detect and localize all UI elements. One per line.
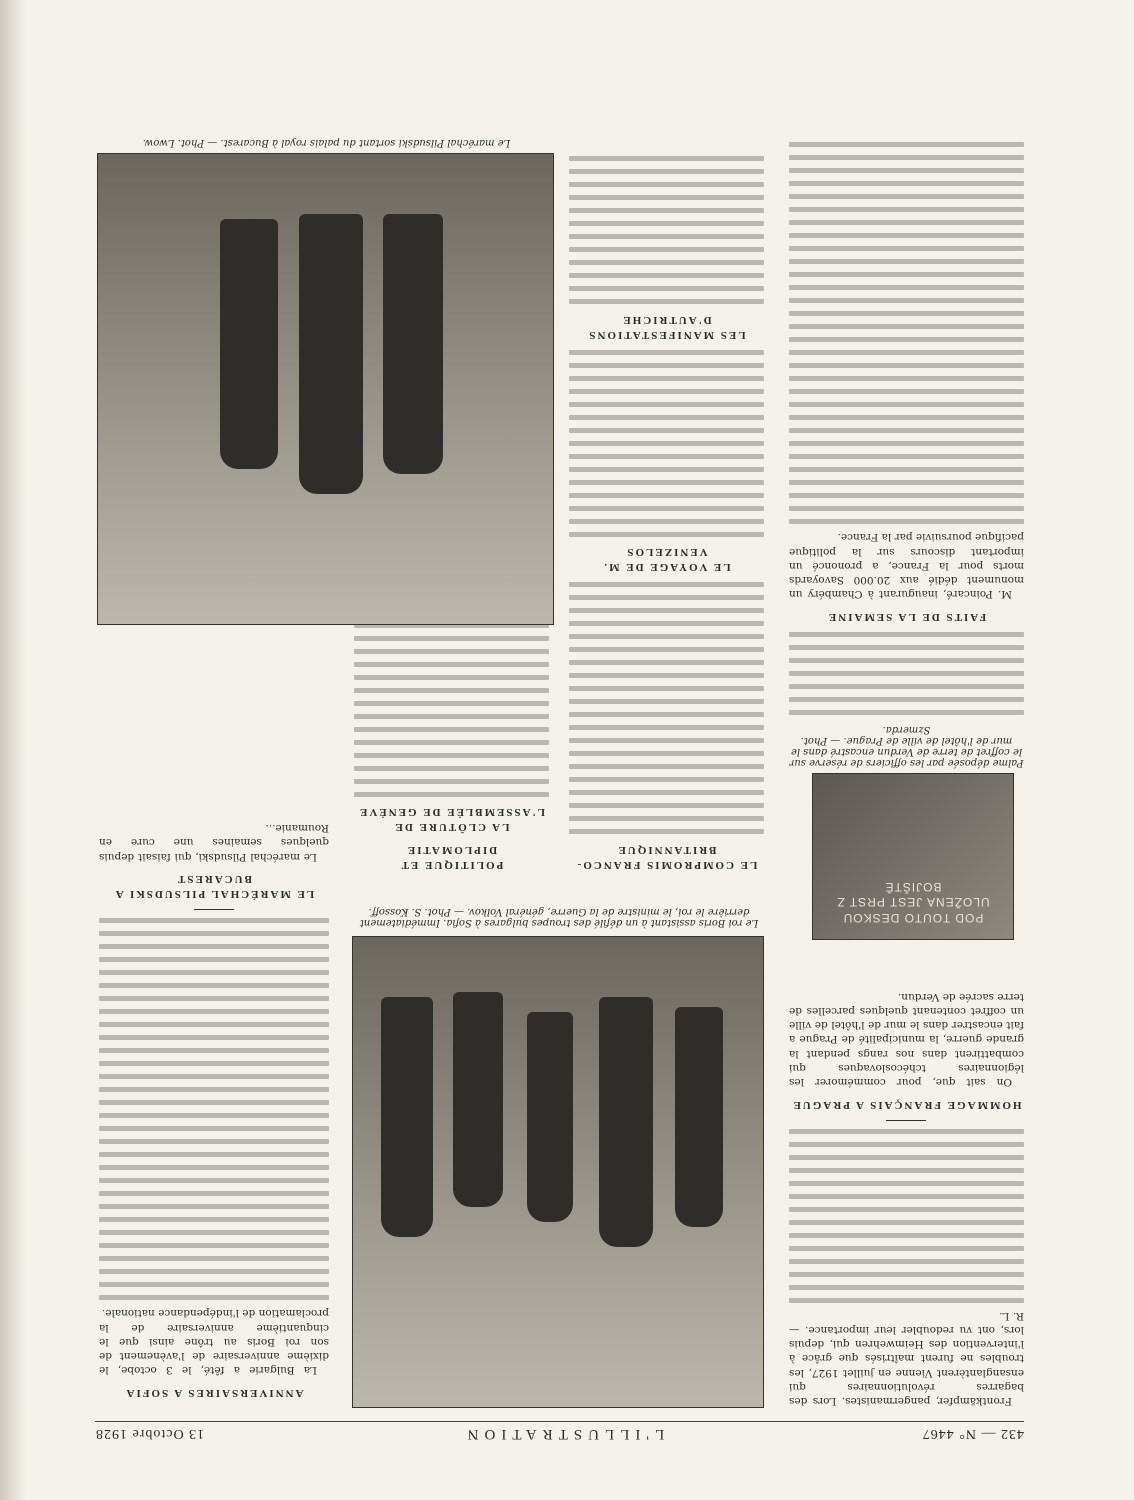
magazine-title: L'ILLUSTRATION <box>461 1426 665 1442</box>
text-block <box>569 582 764 834</box>
paragraph: La Bulgarie a fêté, le 3 octobe, le dixième anniversaire de l'avènement de son roi Boris au trône ainsi que le cinquantième anniversaire de la proclamation de l'indépendance nationale. <box>99 1307 329 1377</box>
figure <box>453 992 503 1207</box>
right-column <box>99 815 329 1408</box>
text-block <box>99 918 329 1300</box>
text-block <box>789 142 1024 524</box>
running-header <box>95 1425 1024 1442</box>
figure <box>299 214 363 494</box>
left-column-lower <box>789 134 1024 715</box>
pilsudski-photo <box>97 153 554 625</box>
figure <box>220 219 278 469</box>
plaque-photo <box>812 773 1014 940</box>
text-block <box>789 1129 1024 1303</box>
plaque-caption: Palme déposée par les officiers de réserve sur le coffret de terre de Verdun encastré dans le mur de l'hôtel de ville de Prague. — Phot. Szmerda. <box>789 724 1024 768</box>
middle-column <box>569 148 764 880</box>
text-block <box>569 350 764 537</box>
figure <box>383 214 443 474</box>
text-block <box>569 156 764 304</box>
page-number: 432 — N° 4467 <box>921 1426 1024 1441</box>
figure <box>381 997 433 1237</box>
section-heading: LES MANIFESTATIONS D'AUTRICHE <box>587 313 746 341</box>
figure <box>675 1007 723 1227</box>
header-rule <box>95 1421 1024 1422</box>
section-heading: FAITS DE LA SEMAINE <box>826 611 987 623</box>
section-heading: ANNIVERSAIRES A SOFIA <box>124 1387 304 1399</box>
plaque-text: POD TOUTO DESKOU ULOŽENA JEST PRST Z BOJIŠTĚ <box>836 879 990 925</box>
section-heading: HOMMAGE FRANÇAIS A PRAGUE <box>791 1098 1022 1111</box>
section-heading: LE MARÉCHAL PILSUDSKI A BUCAREST <box>113 873 315 901</box>
figure <box>599 997 653 1247</box>
paragraph: On sait que, pour commémorer les légionnaires tchécoslovaques qui combattirent dans nos rangs pendant la grande guerre, la municipalité de Prague a fait encastrer dans le mur de l'hôtel de ville un coffret contenant quelques parcelles de terre sacrée de Verdun. <box>789 990 1024 1088</box>
left-column <box>789 984 1024 1408</box>
section-heading: LA CLÔTURE DE L'ASSEMBLÉE DE GENÈVE <box>358 806 545 834</box>
section-heading: POLITIQUE ET DIPLOMATIE <box>399 844 504 871</box>
paragraph: Le maréchal Pilsudski, qui faisait depuis quelques semaines une cure en Roumanie... <box>99 822 329 863</box>
section-heading: LE COMPROMIS FRANCO-BRITANNIQUE <box>575 844 758 871</box>
ornament <box>194 909 234 910</box>
pilsudski-caption: Le maréchal Pilsudski sortant du palais royal à Bucarest. — Phot. Lwow. <box>142 137 511 148</box>
paragraph: M. Poincaré, inaugurant à Chambéry un monument dédié aux 20.000 Savoyards morts pour la France, a prononcé un important discours sur la politique pacifique poursuivie par la France. <box>789 531 1024 601</box>
issue-date: 13 Octobre 1928 <box>95 1426 205 1441</box>
section-heading: LE VOYAGE DE M. VENIZELOS <box>602 546 731 574</box>
parade-photo <box>352 936 764 1408</box>
figure <box>527 1012 573 1222</box>
paragraph: Frontkämpfer, pangermanistes. Lors des bagarres révolutionnaires qui ensanglantèrent Vienne en juillet 1927, les troubles ne furent maîtrisés que grâce à l'intervention des Heimwehren qui, depuis lors, ont vu redoubler leur importance. — R. L. <box>789 1309 1024 1407</box>
parade-caption: Le roi Boris assistant à un défilé des troupes bulgares à Sofia. Immédiatement derrière le roi, le ministre de la Guerre, général Volkov. — Phot. S. Kossoff. <box>359 906 759 928</box>
text-block <box>789 632 1024 715</box>
ornament <box>887 1120 927 1121</box>
